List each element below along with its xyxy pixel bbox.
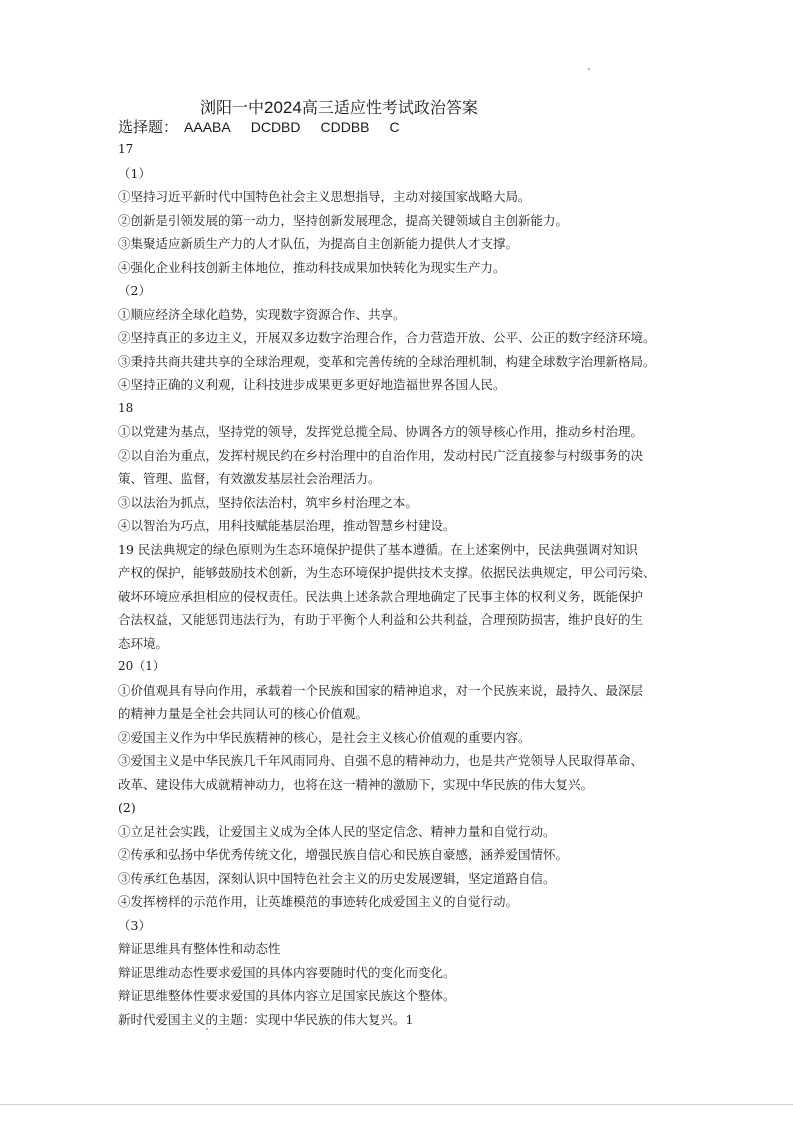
answer-line: ①顺应经济全球化趋势，实现数字资源合作、共享。: [118, 306, 406, 322]
answer-line: ③传承红色基因，深刻认识中国特色社会主义的历史发展逻辑，坚定道路自信。: [118, 870, 556, 886]
page-title: [200, 95, 478, 118]
answer-line: ②创新是引领发展的第一动力，坚持创新发展理念，提高关键领域自主创新能力。: [118, 212, 569, 228]
answer-line: ④以智治为巧点，用科技赋能基层治理，推动智慧乡村建设。: [118, 518, 456, 533]
answer-line: 态环境。: [118, 635, 169, 651]
answer-line: ④强化企业科技创新主体地位，推动科技成果加快转化为现实生产力。: [118, 259, 506, 275]
answer-group: DCDBD: [250, 119, 301, 135]
answer-line: ②爱国主义作为中华民族精神的核心，是社会主义核心价值观的重要内容。: [118, 729, 531, 745]
answer-line: 的精神力量是全社会共同认可的核心价值观。: [118, 706, 369, 721]
answer-line: 辩证思维整体性要求爱国的具体内容立足国家民族这个整体。: [118, 988, 456, 1003]
sub-question-label: （3）: [118, 917, 151, 933]
sub-question-label: （1）: [118, 165, 151, 181]
answer-line: ③秉持共商共建共享的全球治理观，变革和完善传统的全球治理机制，构建全球数字治理新格局。: [118, 353, 656, 369]
question-number: 17: [118, 142, 134, 156]
multiple-choice-answers: [118, 116, 420, 137]
answer-line: 策、管理、监督，有效激发基层社会治理活力。: [118, 471, 381, 486]
title-prefix: 浏阳一中: [200, 98, 265, 117]
answer-line: ③集聚适应新质生产力的人才队伍，为提高自主创新能力提供人才支撑。: [118, 236, 519, 251]
answer-line: ①坚持习近平新时代中国特色社会主义思想指导，主动对接国家战略大局。: [118, 189, 531, 204]
answer-group: C: [389, 119, 400, 135]
choice-answer-groups: [184, 119, 420, 135]
answer-line: 辩证思维具有整体性和动态性: [118, 941, 281, 956]
question-number: 18: [118, 400, 134, 415]
sub-question-label: （2）: [118, 283, 151, 298]
answer-line: ①立足社会实践，让爱国主义成为全体人民的坚定信念、精神力量和自觉行动。: [118, 823, 556, 839]
scan-speck: [588, 68, 590, 70]
answer-line: ①以党建为基点，坚持党的领导，发挥党总揽全局、协调各方的领导核心作用，推动乡村治理。: [118, 424, 644, 439]
answer-line: ②传承和弘扬中华优秀传统文化，增强民族自信心和民族自豪感，涵养爱国情怀。: [118, 847, 569, 862]
answer-body: [118, 138, 678, 1031]
answer-line: ④坚持正确的义利观，让科技进步成果更多更好地造福世界各国人民。: [118, 377, 506, 392]
answer-line: 破坏环境应承担相应的侵权责任。民法典上述条款合理地确定了民事主体的权利义务，既能保护: [118, 588, 644, 604]
title-suffix: 高三适应性考试政治答案: [301, 98, 478, 117]
page-bottom-edge: [0, 1104, 793, 1105]
answer-line: ④发挥榜样的示范作用，让英雄模范的事迹转化成爱国主义的自觉行动。: [118, 894, 519, 909]
answer-line: ②以自治为重点，发挥村规民约在乡村治理中的自治作用，发动村民广泛直接参与村级事务的决: [118, 447, 644, 463]
answer-line: ③以法治为抓点，坚持依法治村，筑牢乡村治理之本。: [118, 494, 419, 510]
answer-line: 合法权益，又能惩罚违法行为，有助于平衡个人利益和公共利益，合理预防损害，维护良好的生: [118, 612, 644, 627]
answer-line: 新时代爱国主义的主题：实现中华民族的伟大复兴。1: [118, 1011, 414, 1027]
choice-label: 选择题：: [118, 118, 179, 136]
answer-group: AAABA: [184, 119, 231, 135]
answer-line: 改革、建设伟大成就精神动力，也将在这一精神的激励下，实现中华民族的伟大复兴。: [118, 776, 594, 792]
answer-line: ①价值观具有导向作用，承载着一个民族和国家的精神追求，对一个民族来说，最持久、最深层: [118, 682, 644, 698]
answer-line: 辩证思维动态性要求爱国的具体内容要随时代的变化而变化。: [118, 964, 456, 980]
sub-question-label: (2): [118, 800, 136, 815]
title-year: 2024: [264, 98, 302, 117]
answer-line: ②坚持真正的多边主义，开展双多边数字治理合作，合力营造开放、公平、公正的数字经济环境。: [118, 330, 656, 345]
answer-line: 产权的保护，能够鼓励技术创新，为生态环境保护提供技术支撑。依据民法典规定，甲公司污染、: [118, 565, 656, 580]
answer-line: 19 民法典规定的绿色原则为生态环境保护提供了基本遵循。在上述案例中，民法典强调对知识: [118, 541, 638, 557]
question-number: 20（1）: [118, 659, 165, 673]
answer-group: CDDBB: [320, 119, 370, 135]
answer-line: ③爱国主义是中华民族几千年风雨同舟、自强不息的精神动力，也是共产党领导人民取得革命、: [118, 753, 644, 768]
